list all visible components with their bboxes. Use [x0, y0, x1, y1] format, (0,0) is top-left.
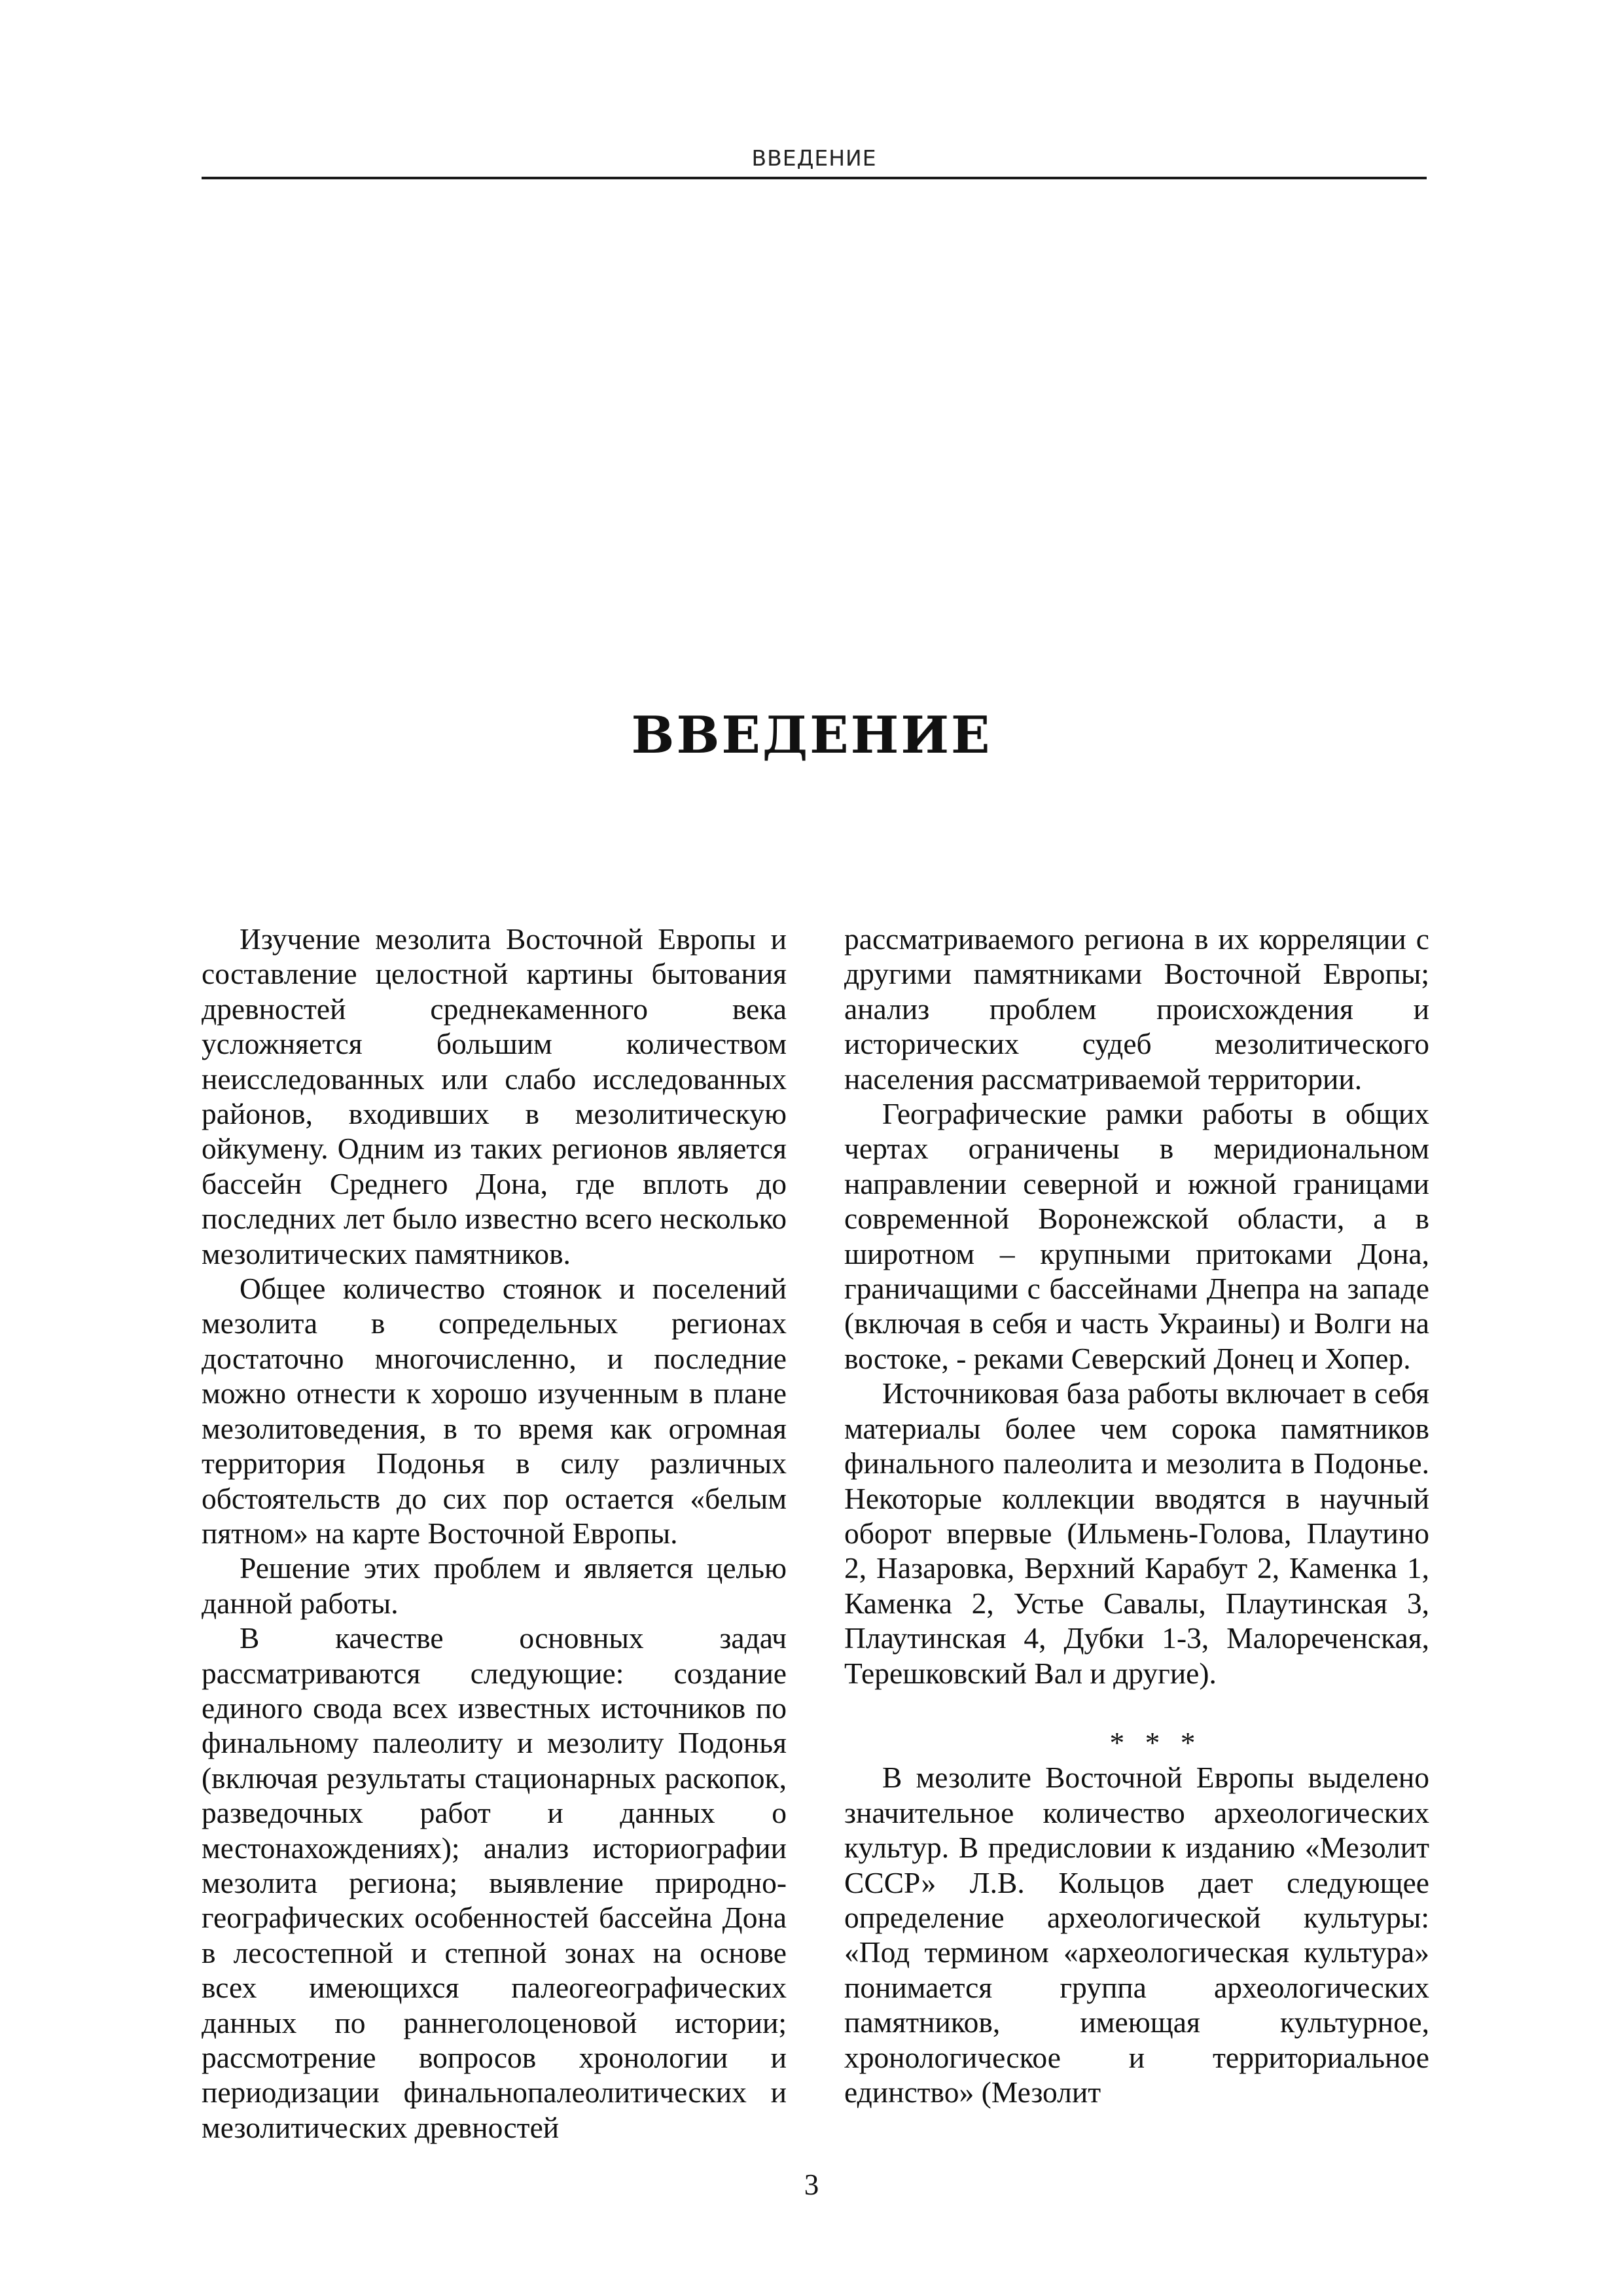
paragraph: Изучение мезолита Восточной Европы и составление целостной картины бытования древностей среднекаменного века усложняется большим количеством неисследованных или слабо исследованных районов, входивших в мезолитическую ойкумену. Одним из таких регионов является бассейн Среднего Дона, где вплоть до последних лет было известно всего несколько мезолитических памятников.	[202, 922, 787, 1270]
page-number: 3	[804, 2168, 819, 2201]
running-header: ВВЕДЕНИЕ	[751, 145, 877, 171]
section-separator: * * *	[1109, 1725, 1202, 1759]
paragraph: Источниковая база работы включает в себя материалы более чем сорока памятников финального палеолита и мезолита в Подонье. Некоторые коллекции вводятся в научный оборот впервые (Ильмень-Голова, Плаутино 2, Назаровка, Верхний Карабут 2, Каменка 1, Каменка 2, Устье Савалы, Плаутинская 3, Плаутинская 4, Дубки 1-3, Малореченская, Терешковский Вал и другие).	[844, 1376, 1429, 1690]
paragraph: В качестве основных задач рассматриваются следующие: создание единого свода всех известных источников по финальному палеолиту и мезолиту Подонья (включая результаты стационарных раскопок, разведочных работ и данных о местонахождениях); анализ историографии мезолита региона; выявление природно-географических особенностей бассейна Дона в лесостепной и степной зонах на основе всех имеющихся палеогеографических данных по раннеголоценовой истории; рассмотрение вопросов хронологии и периодизации финальнопалеолитических и мезолитических древностей	[202, 1621, 787, 2144]
right-column	[844, 922, 1429, 2109]
paragraph-continuation: рассматриваемого региона в их корреляции с другими памятниками Восточной Европы; анализ проблем происхождения и исторических судеб мезолитического населения рассматриваемой территории.	[844, 922, 1429, 1096]
paragraph: Решение этих проблем и является целью данной работы.	[202, 1551, 787, 1620]
paragraph: Географические рамки работы в общих чертах ограничены в меридиональном направлении северной и южной границами современной Воронежской области, а в широтном – крупными притоками Дона, граничащими с бассейнами Днепра на западе (включая в себя и часть Украины) и Волги на востоке, - реками Северский Донец и Хопер.	[844, 1097, 1429, 1375]
left-column	[202, 922, 787, 2145]
chapter-title: ВВЕДЕНИЕ	[631, 706, 992, 765]
paragraph: Общее количество стоянок и поселений мезолита в сопредельных регионах достаточно многочисленно, и последние можно отнести к хорошо изученным в плане мезолитоведения, в то время как огромная территория Подонья в силу различных обстоятельств до сих пор остается «белым пятном» на карте Восточной Европы.	[202, 1272, 787, 1550]
paragraph: В мезолите Восточной Европы выделено значительное количество археологических культур. В предисловии к изданию «Мезолит СССР» Л.В. Кольцов дает следующее определение археологической культуры: «Под термином «археологическая культура» понимается группа археологических памятников, имеющая культурное, хронологическое и территориальное единство» (Мезолит	[844, 1761, 1429, 2109]
header-rule	[202, 177, 1427, 179]
